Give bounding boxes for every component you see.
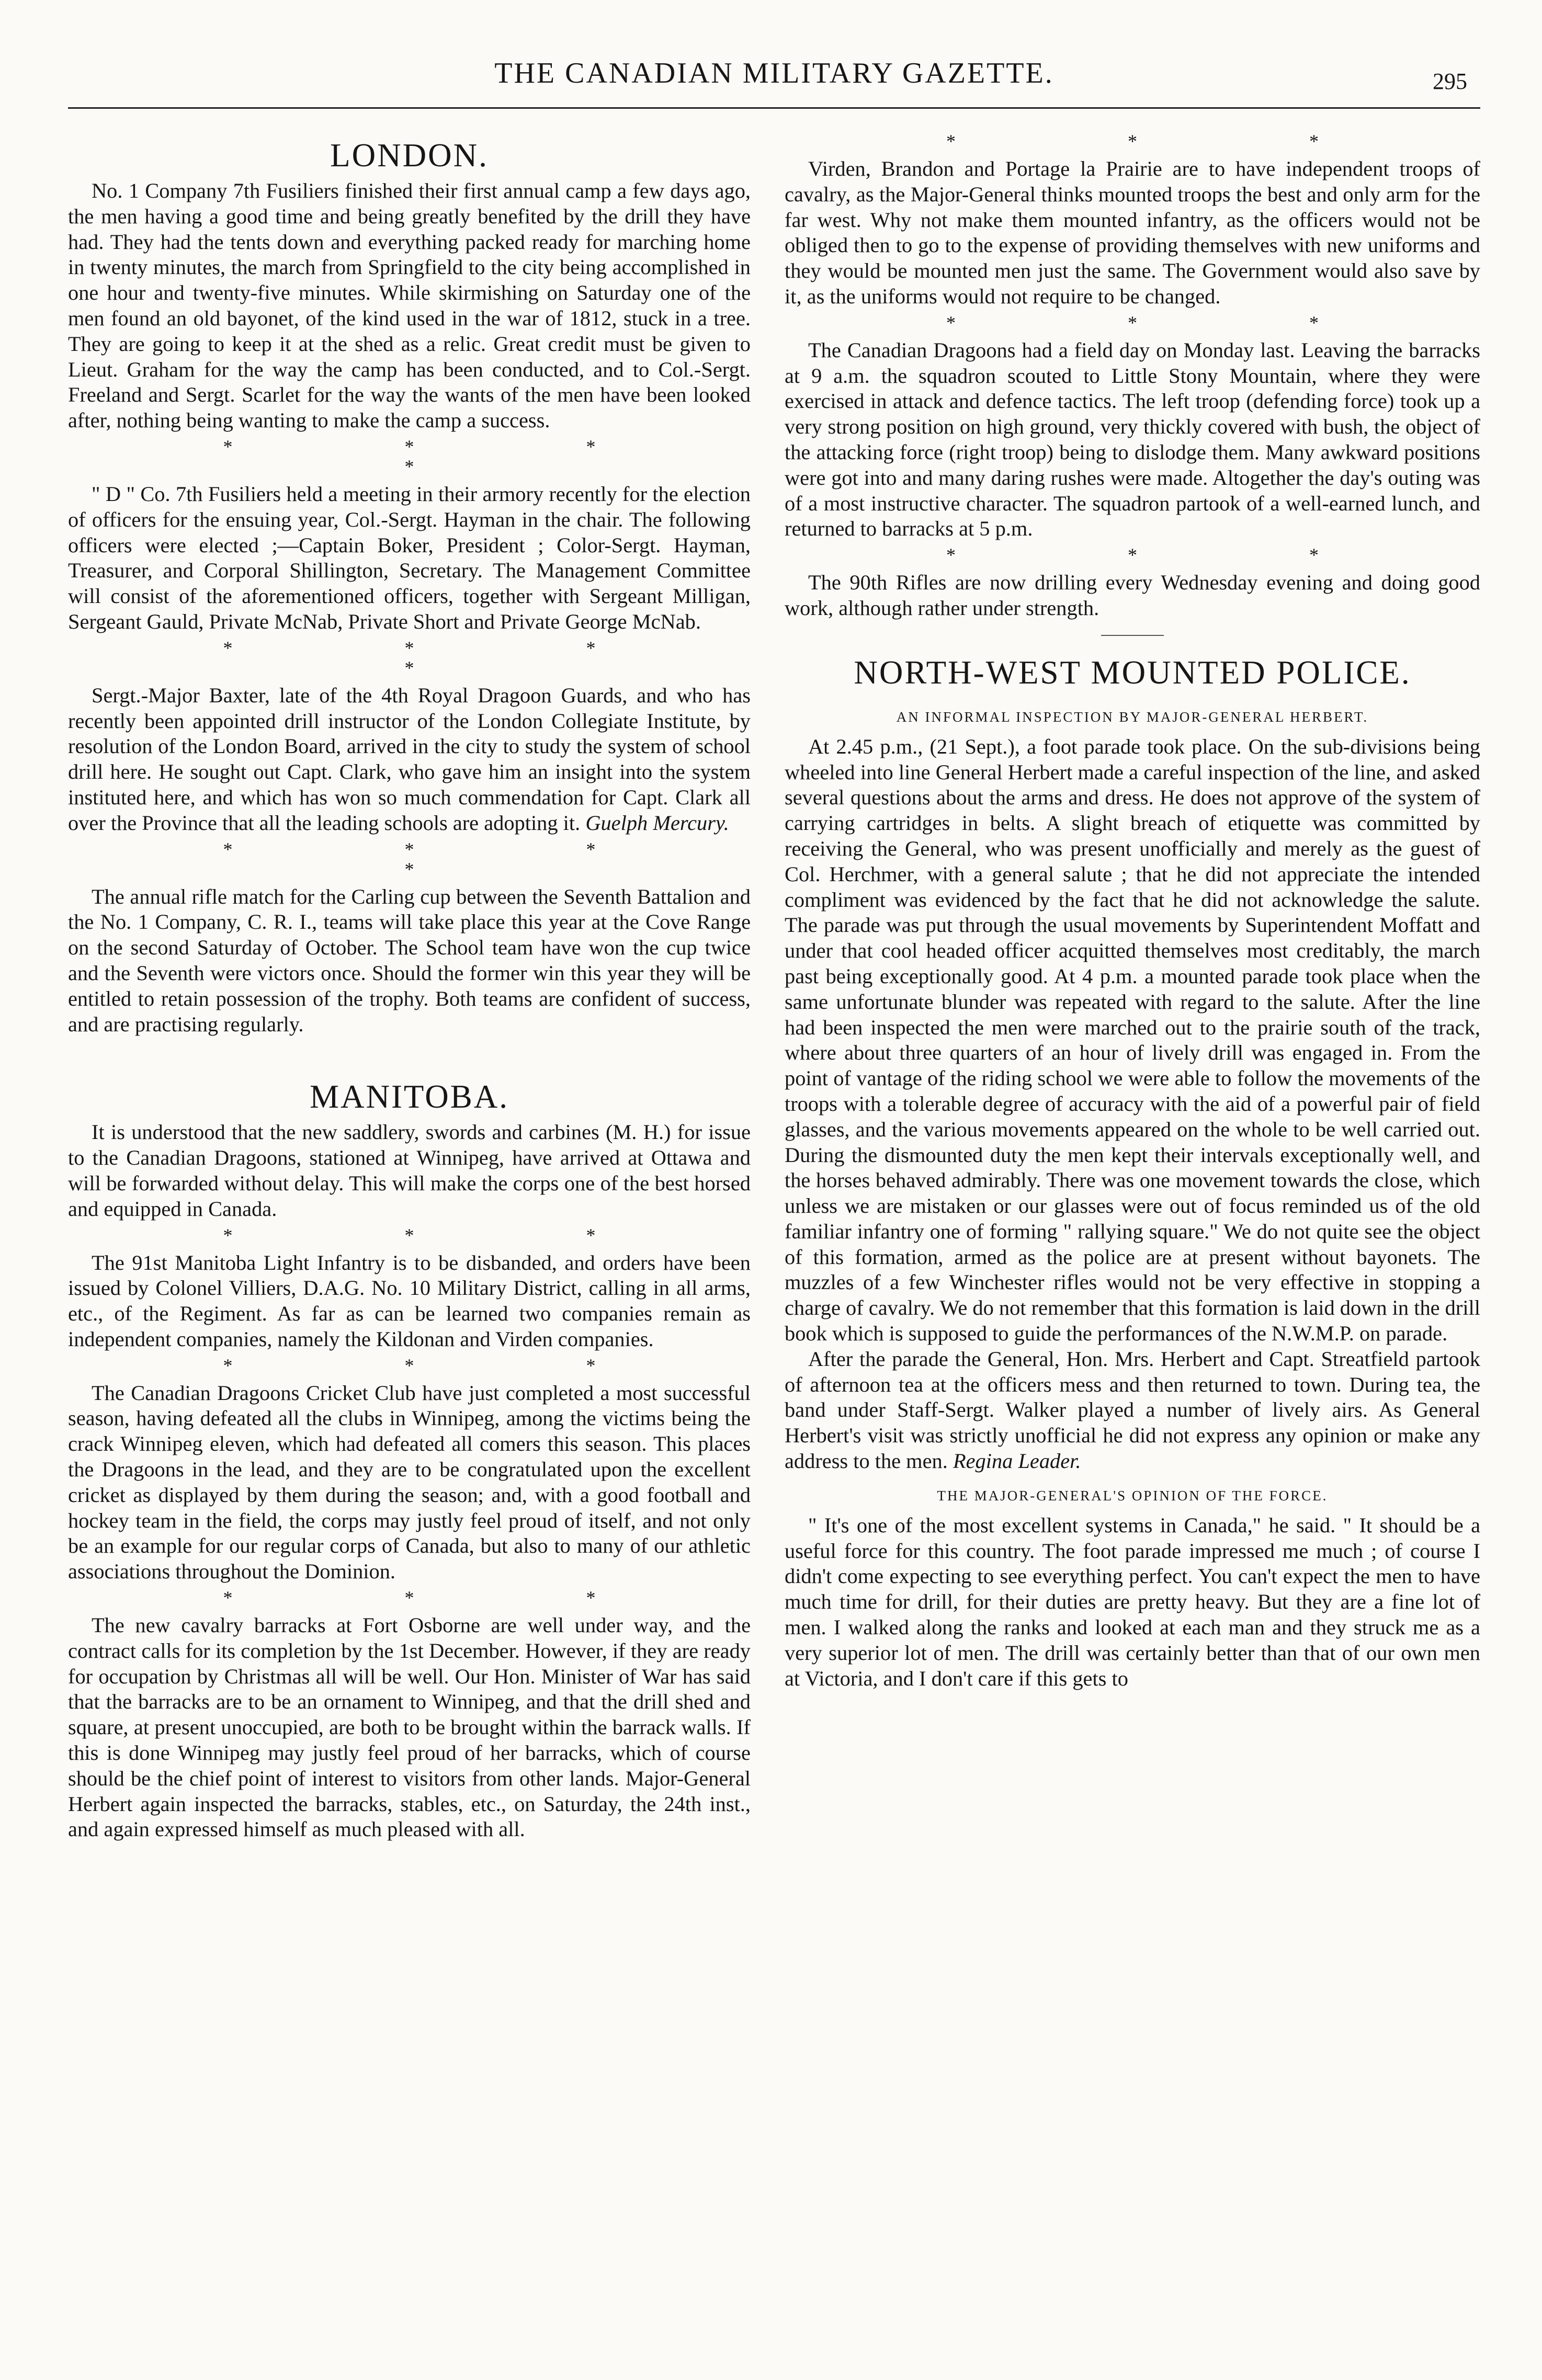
- london-heading: LONDON.: [330, 137, 489, 174]
- dragoons-field-day-paragraph: The Canadian Dragoons had a field day on Monday last. Leaving the barracks at 9 a.m. the squadron scouted to Little Stony Mountain, where they were exercised in attack and defence tactics. The left troop (defending force) took up a very strong position on high ground, very thickly covered with bush, the object of the attacking force (right troop) being to dislodge them. Many awkward positions were got into and many daring rushes were made. Altogether the day's outing was of a most instructive character. The squadron partook of a well-earned lunch, and returned to barracks at 5 p.m.: [785, 338, 1480, 541]
- london-paragraph-3: [68, 683, 751, 836]
- section-rule: [1101, 635, 1164, 636]
- header-rule: [68, 107, 1480, 109]
- section-divider-stars: * * *: [223, 1354, 679, 1376]
- opinion-subheading: THE MAJOR-GENERAL'S OPINION OF THE FORCE.: [937, 1487, 1328, 1504]
- manitoba-cavalry-paragraph: Virden, Brandon and Portage la Prairie are to have independent troops of cavalry, as the Major-General thinks mounted troops the best and only arm for the far west. Why not make them mounted infantry, as the officers would not be obliged then to go to the expense of providing themselves with new uniforms and they would be mounted men just the same. The Government would also save by it, as the uniforms would not require to be changed.: [785, 157, 1480, 308]
- manitoba-paragraph-3: The Canadian Dragoons Cricket Club have just completed a most successful season, having defeated all the clubs in Winnipeg, among the victims being the crack Winnipeg eleven, which had defeated all comers this season. This places the Dragoons in the lead, and they are to be congratulated upon the excellent cricket as displayed by them during the season; and, with a good football and hockey team in the field, the corps may justly feel proud of itself, and not only be an example for our regular corps of Canada, but also to many of our athletic associations throughout the Dominion.: [68, 1381, 751, 1584]
- inspection-paragraph-2-text: After the parade the General, Hon. Mrs. Herbert and Capt. Streatfield partook of afternoon tea at the officers mess and then returned to town. During tea, the band under Staff-Sergt. Walker played a number of lively airs. As General Herbert's visit was strictly unofficial he did not express any opinion or make any address to the men.: [785, 1347, 1480, 1473]
- opinion-paragraph: " It's one of the most excellent systems in Canada," he said. " It should be a useful force for this country. The foot parade impressed me much ; of course I didn't come expecting to see everything perfect. You can't expect the men to have much time for drill, for their duties are pretty heavy. But they are a fine lot of men. I walked along the ranks and looked at each man and they struck me as a very superior lot of men. The drill was certainly better than that of our own men at Victoria, and I don't care if this gets to: [785, 1513, 1480, 1690]
- manitoba-paragraph-4: The new cavalry barracks at Fort Osborne are well under way, and the contract calls for its completion by the 1st December. However, if they are ready for occupation by Christmas all will be well. Our Hon. Minister of War has said that the barracks are to be an ornament to Winnipeg, and that the drill shed and square, at present unoccupied, are both to be brought within the barrack walls. If this is done Winnipeg may justly feel proud of her barracks, which of course should be the chief point of interest to visitors from other lands. Major-General Herbert again inspected the barracks, stables, etc., on Saturday, the 24th inst., and again expressed himself as much pleased with all.: [68, 1613, 751, 1841]
- section-divider-stars: * * * *: [223, 838, 679, 880]
- manitoba-heading: MANITOBA.: [309, 1078, 509, 1115]
- section-divider-stars: * * * *: [223, 637, 679, 678]
- nwmp-heading: NORTH-WEST MOUNTED POLICE.: [854, 654, 1411, 691]
- inspection-paragraph-1: At 2.45 p.m., (21 Sept.), a foot parade took place. On the sub-divisions being wheeled into line General Herbert made a careful inspection of the line, and asked several questions about the arms and dress. He does not approve of the system of carrying cartridges in belts. A slight breach of etiquette was committed by receiving the General, who was present unofficially and merely as the guest of Col. Herchmer, with a general salute ; that he did not appreciate the intended compliment was evidenced by the fact that he did not acknowledge the salute. The parade was put through the usual movements by Superintendent Moffatt and under that cool headed officer acquitted themselves most creditably, the march past being exceptionally good. At 4 p.m. a mounted parade took place when the same unfortunate blunder was repeated with regard to the salute. After the line had been inspected the men were marched out to the prairie south of the track, where about three quarters of an hour of lively drill was engaged in. From the point of vantage of the riding school we were able to follow the movements of the troops with a tolerable degree of accuracy with the aid of a powerful pair of field glasses, and the various movements appeared on the whole to be well carried out. During the dismounted duty the men kept their intervals exceptionally well, and the horses behaved admirably. There was one movement towards the close, which unless we are mistaken or our glasses were out of focus reminded us of the old familiar infantry one of forming " rallying square." We do not quite see the object of this formation, armed as the police are at present without bayonets. The muzzles of a few Winchester rifles would not be very effective in stopping a charge of cavalry. We do not remember that this formation is laid down in the drill book which is supposed to guide the performances of the N.W.M.P. on parade.: [785, 734, 1480, 1346]
- section-divider-stars: * * *: [946, 131, 1402, 152]
- manitoba-paragraph-2: The 91st Manitoba Light Infantry is to be disbanded, and orders have been issued by Colonel Villiers, D.A.G. No. 10 Military District, calling in all arms, etc., of the Regiment. As far as can be learned two companies remain as independent companies, namely the Kildonan and Virden companies.: [68, 1250, 751, 1351]
- london-paragraph-3-text: Sergt.-Major Baxter, late of the 4th Royal Dragoon Guards, and who has recently been appointed drill instructor of the London Collegiate Institute, by resolution of the London Board, arrived in the city to study the system of school drill here. He sought out Capt. Clark, who gave him an insight into the system instituted here, and which has won so much commendation for Capt. Clark all over the Province that all the leading schools are adopting it.: [68, 683, 751, 835]
- london-paragraph-1: No. 1 Company 7th Fusiliers finished their first annual camp a few days ago, the men having a good time and being greatly benefited by the drill they have had. They had the tents down and everything packed ready for marching home in twenty minutes, the march from Springfield to the city being accomplished in one hour and twenty-five minutes. While skirmishing on Saturday one of the men found an old bayonet, of the kind used in the war of 1812, stuck in a tree. They are going to keep it at the shed as a relic. Great credit must be given to Lieut. Graham for the way the camp has been conducted, and to Col.-Sergt. Freeland and Sergt. Scarlet for the way the wants of the men have been looked after, nothing being wanting to make the camp a success.: [68, 179, 751, 432]
- source-regina-leader: Regina Leader.: [953, 1449, 1081, 1473]
- rifles-paragraph: The 90th Rifles are now drilling every Wednesday evening and doing good work, although rather under strength.: [785, 571, 1480, 620]
- inspection-paragraph-2: [785, 1347, 1480, 1474]
- london-paragraph-4: The annual rifle match for the Carling cup between the Seventh Battalion and the No. 1 Company, C. R. I., teams will take place this year at the Cove Range on the second Saturday of October. The School team have won the cup twice and the Seventh were victors once. Should the former win this year they will be entitled to retain possession of the trophy. Both teams are confident of success, and are practising regularly.: [68, 884, 751, 1036]
- gazette-title: THE CANADIAN MILITARY GAZETTE.: [494, 57, 1054, 89]
- section-divider-stars: * * *: [946, 312, 1402, 333]
- right-column: [785, 128, 1480, 2345]
- manitoba-paragraph-1: It is understood that the new saddlery, swords and carbines (M. H.) for issue to the Canadian Dragoons, stationed at Winnipeg, have arrived at Ottawa and will be forwarded without delay. This will make the corps one of the best horsed and equipped in Canada.: [68, 1120, 751, 1221]
- page-header: [68, 56, 1480, 98]
- section-divider-stars: * * *: [223, 1587, 679, 1609]
- section-divider-stars: * * * *: [223, 436, 679, 477]
- left-column: [68, 128, 751, 2345]
- source-guelph-mercury: Guelph Mercury.: [585, 811, 729, 835]
- section-divider-stars: * * *: [223, 1224, 679, 1246]
- inspection-subheading: AN INFORMAL INSPECTION BY MAJOR-GENERAL HERBERT.: [896, 709, 1369, 725]
- london-paragraph-2: " D " Co. 7th Fusiliers held a meeting in their armory recently for the election of officers for the ensuing year, Col.-Sergt. Hayman in the chair. The following officers were elected ;—Captain Boker, President ; Color-Sergt. Hayman, Treasurer, and Corporal Shillington, Secretary. The Management Committee will consist of the aforementioned officers, together with Sergeant Milligan, Sergeant Gauld, Private McNab, Private Short and Private George McNab.: [68, 482, 751, 633]
- page-number: 295: [1433, 69, 1467, 94]
- section-divider-stars: * * *: [946, 544, 1402, 566]
